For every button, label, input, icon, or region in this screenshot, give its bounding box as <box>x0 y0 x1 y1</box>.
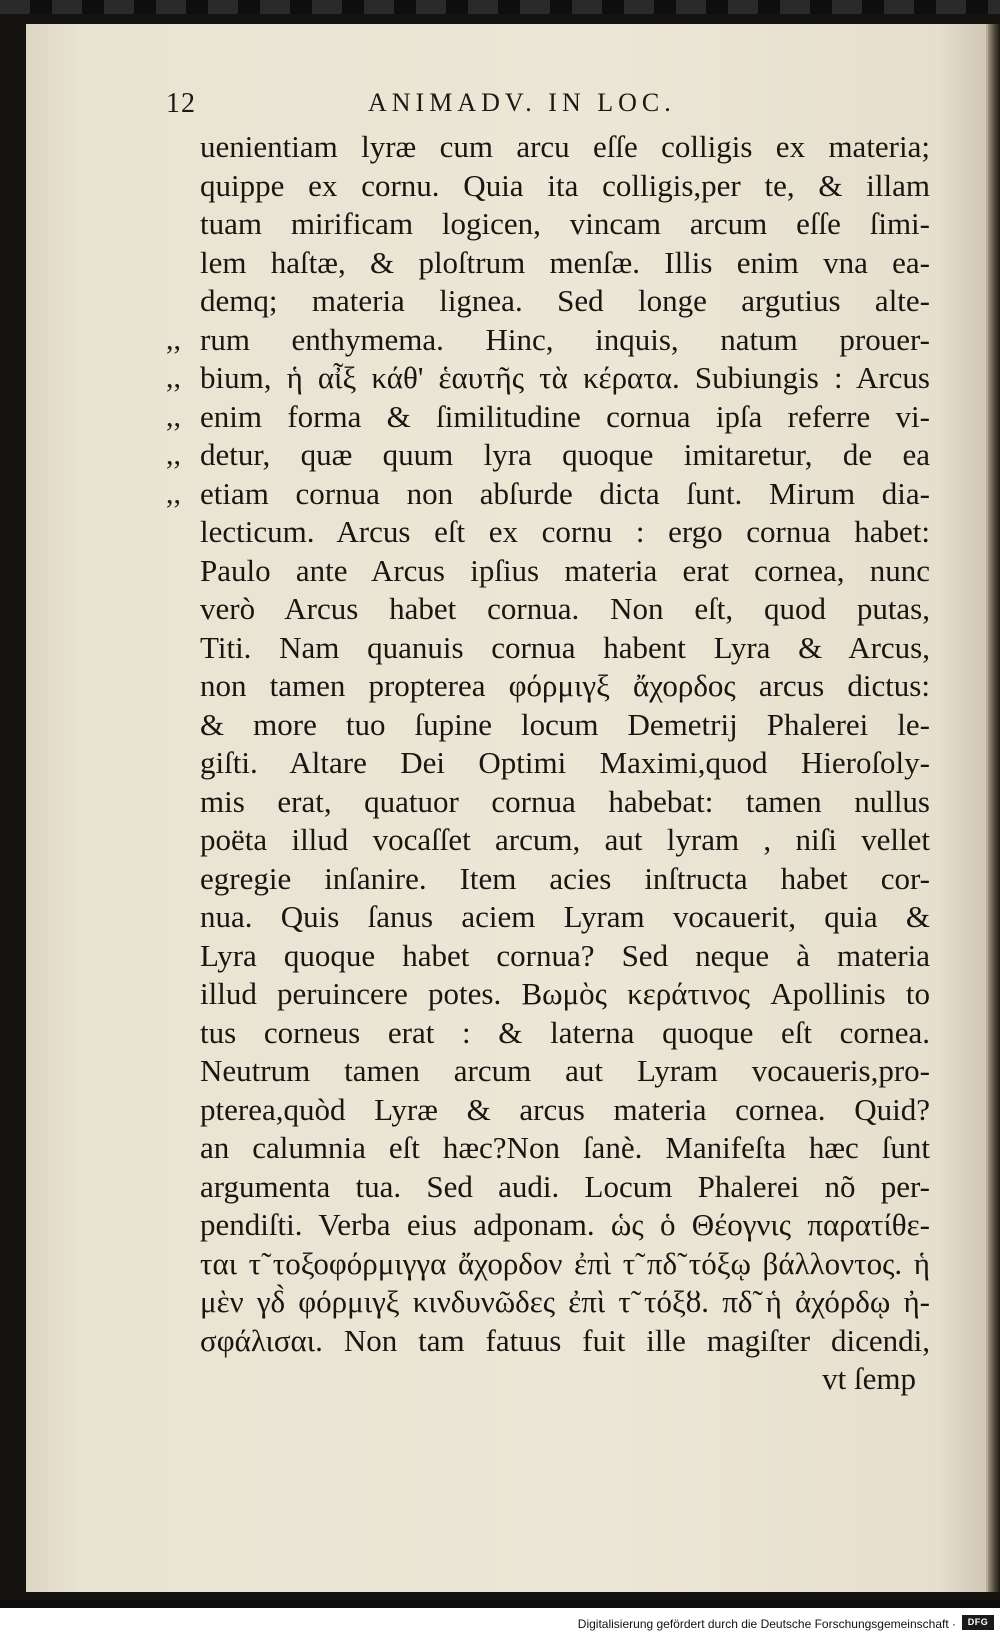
line-text: ται τ̃ τοξοφόρμιγγα ἄχορδον ἐπὶ τ̃ πδ̃ τόξῳ βάλλοντος. ἡ <box>200 1245 930 1281</box>
text-line <box>200 1283 930 1322</box>
line-text: etiam cornua non abſurde dicta ſunt. Mirum dia- <box>200 475 930 511</box>
line-text: μὲν γδ̀ φόρμιγξ κινδυνῶδες ἐπὶ τ̃ τόξȣ. πδ̃ ἡ ἀχόρδῳ ἠ- <box>200 1284 930 1319</box>
line-text: mis erat, quatuor cornua habebat: tamen nullus <box>200 783 930 819</box>
line-text: lecticum. Arcus eſt ex cornu : ergo cornua habet: <box>200 514 930 549</box>
text-line <box>200 898 930 937</box>
text-line <box>200 1014 930 1053</box>
line-text: demq; materia lignea. Sed longe argutius alte- <box>200 283 930 318</box>
text-line <box>200 1206 930 1245</box>
text-line <box>200 590 930 629</box>
text-line <box>200 244 930 283</box>
quotation-marker: ,, <box>166 438 181 471</box>
line-text: enim forma & ſimilitudine cornua ipſa referre vi- <box>200 398 930 434</box>
line-text: nua. Quis ſanus aciem Lyram vocauerit, quia & <box>200 899 930 934</box>
line-text: illud peruincere potes. Βωμὸς κεράτινος Apollinis to <box>200 976 930 1011</box>
line-text: pendiſti. Verba eius adponam. ὡς ὁ Θέογνις παρατίθε- <box>200 1207 930 1242</box>
line-text: lem haſtæ, & ploſtrum menſæ. Illis enim vna ea- <box>200 244 930 280</box>
text-line <box>200 629 930 668</box>
quotation-marker: ,, <box>166 399 181 433</box>
text-line <box>200 667 930 706</box>
text-line <box>200 128 930 167</box>
quotation-marker: ,, <box>166 476 181 510</box>
text-line <box>200 1245 930 1284</box>
dfg-logo: DFG <box>962 1615 994 1630</box>
text-line <box>200 937 930 976</box>
text-line <box>200 552 930 591</box>
text-line <box>166 475 930 514</box>
text-line <box>200 205 930 244</box>
line-text: non tamen propterea φόρμιγξ ἄχορδος arcus dictus: <box>200 668 930 703</box>
text-line <box>166 398 930 437</box>
page-edge <box>988 24 1000 1592</box>
line-text: tus corneus erat : & laterna quoque eſt cornea. <box>200 1014 930 1050</box>
page-header <box>166 74 746 124</box>
line-text: tuam mirificam logicen, vincam arcum eſſe ſimi- <box>200 206 930 241</box>
line-text: Lyra quoque habet cornua? Sed neque à materia <box>200 937 930 973</box>
scan-border <box>0 0 1000 14</box>
text-line <box>200 706 930 745</box>
line-text: egregie inſanire. Item acies inſtructa habet cor- <box>200 860 930 896</box>
line-text: argumenta tua. Sed audi. Locum Phalerei nõ per- <box>200 1168 930 1204</box>
line-text: pterea,quòd Lyræ & arcus materia cornea. Quid? <box>200 1091 930 1127</box>
text-line <box>200 282 930 321</box>
catchword: vt ſemp <box>822 1361 916 1396</box>
text-line <box>166 321 930 360</box>
line-text: bium, ἡ αἶξ κάθ' ἑαυτῆς τὰ κέρατα. Subiungis : Arcus <box>200 360 930 395</box>
text-line <box>200 513 930 552</box>
page-number: 12 <box>166 88 196 119</box>
text-line <box>200 860 930 899</box>
quotation-marker: ,, <box>166 361 181 394</box>
line-text: giſti. Altare Dei Optimi Maximi,quod Hieroſoly- <box>200 745 930 780</box>
running-head: ANIMADV. IN LOC. <box>368 88 676 117</box>
text-line <box>200 783 930 822</box>
text-line <box>200 744 930 783</box>
line-text: poëta illud vocaſſet arcum, aut lyram , niſi vellet <box>200 822 930 857</box>
line-text: quippe ex cornu. Quia ita colligis,per te, & illam <box>200 167 930 203</box>
text-line <box>200 975 930 1014</box>
text-line <box>200 821 930 860</box>
quotation-marker: ,, <box>166 322 181 356</box>
text-line <box>200 1052 930 1091</box>
line-text: an calumnia eſt hæc?Non ſanè. Manifeſta hæc ſunt <box>200 1130 930 1165</box>
text-line <box>200 167 930 206</box>
line-text: detur, quæ quum lyra quoque imitaretur, de ea <box>200 437 930 472</box>
text-line <box>200 1091 930 1130</box>
text-line <box>200 1129 930 1168</box>
text-line <box>200 1168 930 1207</box>
footer-bar <box>0 1608 1000 1639</box>
text-line <box>200 1322 930 1361</box>
text-line <box>166 436 930 475</box>
line-text: Titi. Nam quanuis cornua habent Lyra & Arcus, <box>200 629 930 665</box>
line-text: uenientiam lyræ cum arcu eſſe colligis ex materia; <box>200 129 930 164</box>
line-text: rum enthymema. Hinc, inquis, natum prouer- <box>200 321 930 357</box>
line-text: σφάλισαι. Non tam fatuus fuit ille magiſter dicendi, <box>200 1322 930 1358</box>
line-text: Neutrum tamen arcum aut Lyram vocaueris,pro- <box>200 1053 930 1088</box>
line-text: verò Arcus habet cornua. Non eſt, quod putas, <box>200 591 930 626</box>
body-text <box>166 128 930 1399</box>
line-text: Paulo ante Arcus ipſius materia erat cornea, nunc <box>200 552 930 588</box>
text-line <box>166 359 930 398</box>
line-text: & more tuo ſupine locum Demetrij Phalerei le- <box>200 706 930 742</box>
footer-credit: Digitalisierung gefördert durch die Deutsche Forschungsgemeinschaft · <box>577 1617 956 1631</box>
